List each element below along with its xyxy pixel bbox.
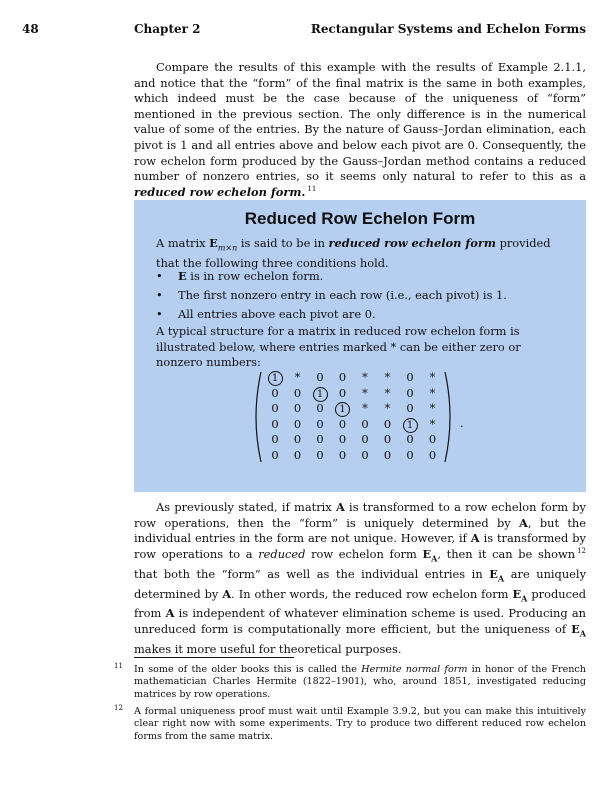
matrix-cell: * <box>429 370 436 384</box>
pivot-circle: 1 <box>335 402 350 417</box>
left-paren <box>256 372 261 462</box>
rref-matrix <box>253 370 464 464</box>
paragraph-text: . In other words, the reduced row echelon form <box>231 586 513 601</box>
matrix-symbol: A <box>165 606 175 621</box>
paragraph-text: As previously stated, if matrix <box>156 500 336 514</box>
matrix-cell: 0 <box>293 385 302 400</box>
matrix-symbol: E <box>571 622 580 636</box>
matrix-symbol: E <box>209 236 218 250</box>
matrix-cell <box>265 370 285 386</box>
matrix-cell: 0 <box>316 432 324 446</box>
matrix-period: . <box>460 416 464 430</box>
footnote-ref-12: 12 <box>577 546 586 555</box>
paragraph-uniqueness <box>134 500 586 657</box>
matrix-subscript: A <box>497 572 505 583</box>
matrix-cell: * <box>362 401 368 415</box>
matrix-cell: 0 <box>406 370 414 384</box>
footnote-number: 12 <box>114 704 123 712</box>
matrix-cell: * <box>362 370 368 384</box>
matrix-cell: 0 <box>293 416 302 431</box>
footnote-text: in honor of the French mathematician Charles Hermite (1822–1901), who, around 1851, investigated reducing matrices by row operations. <box>134 664 586 700</box>
matrix-cell: 0 <box>316 401 324 415</box>
matrix-cell: 0 <box>361 432 369 446</box>
paragraph-text: makes it more useful for theoretical purposes. <box>134 641 402 656</box>
matrix-symbol: A <box>222 586 232 601</box>
matrix-cell: * <box>362 385 368 400</box>
paragraph-text: row echelon form <box>305 546 423 561</box>
footnote-11 <box>114 662 586 701</box>
matrix-cell: * <box>294 370 301 384</box>
matrix-cell <box>400 417 420 433</box>
matrix-cell: 0 <box>338 416 347 431</box>
matrix-symbol: E <box>422 546 432 561</box>
matrix-cell: * <box>384 385 391 400</box>
intro-text: provided that the following three conditions hold. <box>156 236 551 270</box>
matrix-symbol: E <box>512 586 522 601</box>
paragraph-text: Compare the results of this example with the results of Example 2.1.1, and notice that the “form” of the final matrix is the same in both examples, which indeed must be the case because of the uniqueness of “form” mentioned in the previous section. The only difference is in the numerical value of some of the entries. By the nature of Gauss–Jordan elimination, each pivot is 1 and all entries above and below each pivot are 0. Consequently, the row echelon form produced by the Gauss–Jordan method contains a reduced number of nonzero entries, so it seems only natural to refer to this as a <box>134 60 586 184</box>
matrix-cell: * <box>384 370 391 384</box>
bullet: • <box>156 307 163 321</box>
matrix-cell: 0 <box>406 401 414 415</box>
matrix-subscript: A <box>521 592 528 603</box>
matrix-symbol: E <box>489 566 498 581</box>
footnote-text: A formal uniqueness proof must wait until Example 3.9.2, but you can make this intuitively clear right now with some experiments. Try to produce two different reduced row echelon forms from the same matrix. <box>134 706 586 742</box>
condition-text: All entries above each pivot are 0. <box>178 307 376 321</box>
matrix-cell: 0 <box>406 432 414 446</box>
footnote-rule <box>134 657 294 658</box>
typical-structure-text: A typical structure for a matrix in reduced row echelon form is illustrated below, where entries marked * can be either zero or nonzero numbers: <box>156 324 521 370</box>
matrix-cell: 0 <box>271 401 279 415</box>
running-title: Rectangular Systems and Echelon Forms <box>310 22 586 36</box>
paragraph-text: , but the individual entries in the form are not unique. However, if <box>134 515 586 546</box>
matrix-cell: * <box>384 401 391 415</box>
matrix-cell: 0 <box>338 370 347 384</box>
emphasis: reduced <box>258 546 306 561</box>
matrix-cell: 0 <box>293 432 302 446</box>
pivot-circle: 1 <box>268 371 283 386</box>
bullet: • <box>156 288 163 302</box>
matrix-cell: 0 <box>428 432 437 446</box>
definition-box <box>134 200 586 492</box>
matrix-cell: 0 <box>316 447 324 462</box>
chapter-label: Chapter 2 <box>134 22 201 36</box>
matrix-symbol: E <box>178 269 187 283</box>
condition-item <box>156 305 566 324</box>
matrix-cell: 0 <box>361 447 369 462</box>
matrix-cell: 0 <box>316 370 324 384</box>
footnote-ref-11: 11 <box>307 184 317 193</box>
matrix-cell: * <box>429 416 436 431</box>
intro-text: A matrix <box>156 236 210 250</box>
matrix-cell: 0 <box>271 416 279 431</box>
pivot-circle: 1 <box>313 387 328 402</box>
bullet: • <box>156 269 163 283</box>
right-paren <box>445 372 450 462</box>
matrix-symbol: A <box>335 500 345 514</box>
page-number: 48 <box>22 22 39 36</box>
matrix-cell <box>310 386 330 402</box>
conditions-list <box>156 267 566 324</box>
footnote-number: 11 <box>114 662 123 670</box>
footnote-text: In some of the older books this is called the <box>134 664 362 675</box>
condition-text: The first nonzero entry in each row (i.e., each pivot) is 1. <box>178 288 507 302</box>
matrix-cell: 0 <box>338 385 347 400</box>
matrix-cell: 0 <box>271 385 279 400</box>
matrix-cell <box>333 401 353 417</box>
matrix-cell: 0 <box>293 447 302 462</box>
matrix-cell: 0 <box>338 432 347 446</box>
matrix-cell: 0 <box>428 447 437 462</box>
paragraph-compare <box>134 60 586 200</box>
paragraph-text: are uniquely determined by <box>134 566 587 601</box>
paragraph-text: is independent of whatever elimination scheme is used. Producing an unreduced form is computationally more efficient, but the uniqueness of <box>134 606 586 636</box>
condition-item <box>156 267 566 286</box>
footnote-12 <box>114 704 586 743</box>
condition-text: is in row echelon form. <box>186 269 324 283</box>
pivot-circle: 1 <box>403 418 418 433</box>
matrix-cell: 0 <box>406 447 414 462</box>
matrix-symbol: A <box>519 515 528 530</box>
page-header <box>0 22 610 38</box>
matrix-cell: 0 <box>383 432 392 446</box>
matrix-cell: * <box>429 385 436 400</box>
matrix-cell: 0 <box>383 447 392 462</box>
matrix-subscript: A <box>431 553 438 564</box>
matrix-cell: * <box>429 401 436 415</box>
matrix-cell: 0 <box>338 447 347 462</box>
intro-text: is said to be in <box>237 236 329 250</box>
matrix-cell: 0 <box>271 432 279 446</box>
paragraph-text: produced from <box>134 586 586 621</box>
paragraph-text: is transformed to a row echelon form by row operations, then the “form” is uniquely determined by <box>134 500 586 530</box>
matrix-subscript: A <box>579 628 586 639</box>
matrix-cell: 0 <box>271 447 279 462</box>
paragraph-text: that both the “form” as well as the individual entries in <box>134 566 490 581</box>
condition-item <box>156 286 566 305</box>
matrix-subscript: m×n <box>217 243 238 253</box>
paragraph-text: , then it can be shown <box>437 546 576 561</box>
defined-term: reduced row echelon form <box>328 236 496 250</box>
definition-title: Reduced Row Echelon Form <box>244 209 476 228</box>
footnote-emphasis: Hermite normal form <box>361 664 468 675</box>
matrix-cell: 0 <box>406 385 414 400</box>
matrix-symbol: A <box>470 531 480 546</box>
matrix-cell: 0 <box>293 401 302 415</box>
matrix-cell: 0 <box>316 416 324 431</box>
matrix-cell: 0 <box>361 416 369 431</box>
paragraph-text: is transformed by row operations to a <box>134 531 586 561</box>
defined-term: reduced row echelon form. <box>134 184 306 199</box>
matrix-cell: 0 <box>383 416 392 431</box>
